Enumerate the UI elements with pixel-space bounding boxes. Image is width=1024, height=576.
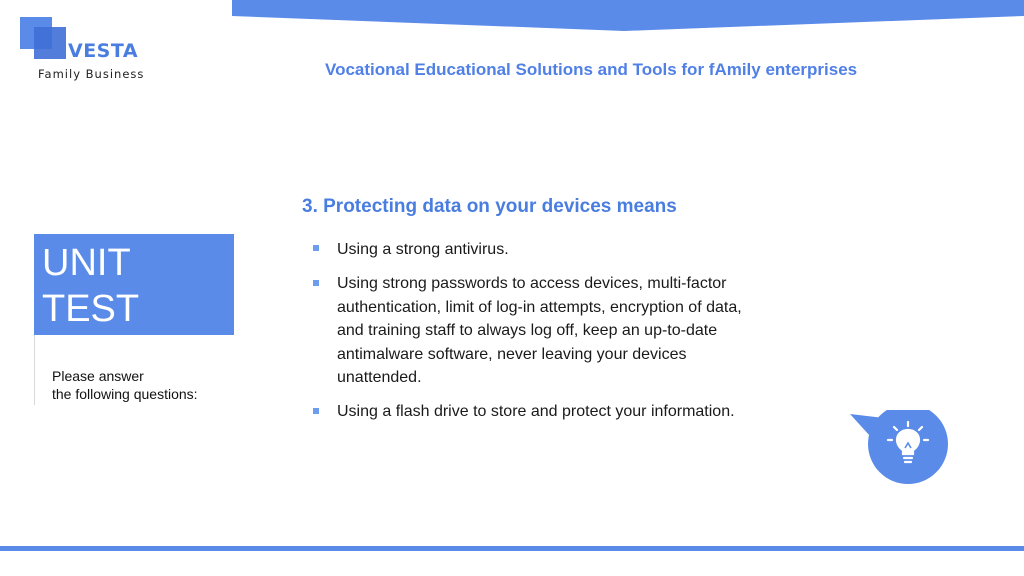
answer-option-2-line-1: Using strong passwords to access devices, multi-factor	[337, 275, 727, 292]
question-title: 3. Protecting data on your devices means	[302, 196, 677, 217]
square-bullet-icon	[313, 280, 319, 286]
top-banner	[232, 0, 1024, 32]
instructions-line-2: the following questions:	[52, 386, 198, 402]
answer-option-2-line-4: antimalware software, never leaving your devices	[337, 345, 687, 363]
answer-option-2-line-2: authentication, limit of log-in attempts, encryption of data,	[337, 298, 742, 316]
answer-option-1-text: Using a strong antivirus.	[337, 241, 509, 258]
square-bullet-icon	[313, 408, 319, 414]
logo-name: VESTA	[68, 40, 139, 62]
logo-tagline: Family Business	[38, 67, 145, 81]
square-bullet-icon	[313, 245, 319, 251]
instructions-line-1: Please answer	[52, 368, 144, 384]
test-label: TEST	[42, 288, 140, 330]
divider	[34, 335, 35, 405]
footer-rule	[0, 546, 1024, 551]
answer-option-2-line-3: and training staff to always log off, keep an up-to-date	[337, 322, 718, 339]
answer-option-3-text: Using a flash drive to store and protect your information.	[337, 403, 735, 420]
unit-label: UNIT	[42, 242, 131, 284]
answer-option-2-line-5: unattended.	[337, 369, 422, 386]
header-title: Vocational Educational Solutions and Tools for fAmily enterprises	[325, 60, 858, 79]
lightbulb-icon	[848, 410, 950, 488]
